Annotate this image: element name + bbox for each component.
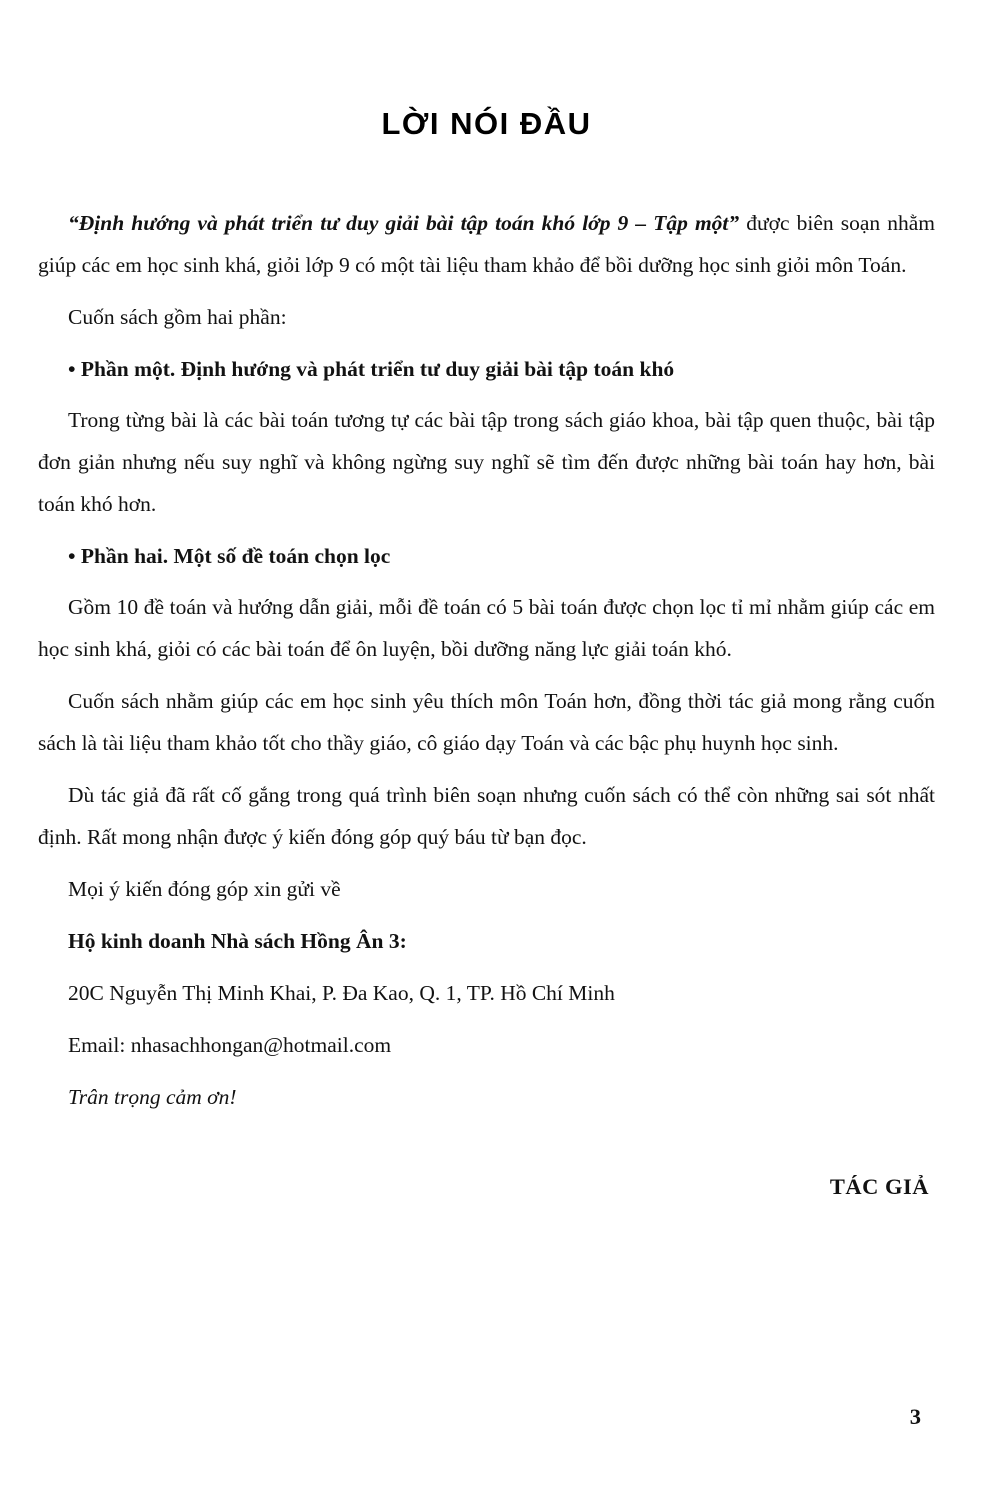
feedback-line: Mọi ý kiến đóng góp xin gửi về: [68, 877, 341, 901]
publisher-name: Hộ kinh doanh Nhà sách Hồng Ân 3:: [68, 929, 407, 953]
part-one-description: Trong từng bài là các bài toán tương tự các bài tập trong sách giáo khoa, bài tập quen thuộc, bài tập đơn giản nhưng nếu suy nghĩ và không ngừng suy nghĩ sẽ tìm đến được những bài toán hay hơn, bài toán khó hơn.: [38, 408, 935, 516]
part-two-description: Gồm 10 đề toán và hướng dẫn giải, mỗi đề toán có 5 bài toán được chọn lọc tỉ mỉ nhằm giúp các em học sinh khá, giỏi có các bài toán để ôn luyện, bồi dưỡng năng lực giải toán khó.: [38, 595, 935, 661]
page-title: LỜI NÓI ĐẦU: [381, 106, 592, 141]
publisher-email: Email: nhasachhongan@hotmail.com: [68, 1033, 392, 1057]
author-signature: TÁC GIẢ: [829, 1174, 929, 1199]
intro-paragraph-text: được biên soạn nhằm giúp các em học sinh khá, giỏi lớp 9 có một tài liệu tham khảo để bồi dưỡng học sinh giỏi môn Toán.: [38, 211, 935, 277]
book-title-phrase: “Định hướng và phát triển tư duy giải bài tập toán khó lớp 9 – Tập một”: [68, 211, 740, 235]
intro-paragraph: [38, 202, 935, 286]
publisher-address: 20C Nguyễn Thị Minh Khai, P. Đa Kao, Q. 1, TP. Hồ Chí Minh: [68, 981, 615, 1005]
purpose-paragraph: Cuốn sách nhằm giúp các em học sinh yêu thích môn Toán hơn, đồng thời tác giả mong rằng cuốn sách là tài liệu tham khảo tốt cho thầy giáo, cô giáo dạy Toán và các bậc phụ huynh học sinh.: [38, 689, 935, 755]
page-number: 3: [909, 1404, 921, 1429]
two-parts-line: Cuốn sách gồm hai phần:: [68, 305, 287, 329]
apology-paragraph: Dù tác giả đã rất cố gắng trong quá trình biên soạn nhưng cuốn sách có thể còn những sai sót nhất định. Rất mong nhận được ý kiến đóng góp quý báu từ bạn đọc.: [38, 783, 935, 849]
part-one-heading: • Phần một. Định hướng và phát triển tư duy giải bài tập toán khó: [68, 357, 675, 381]
thanks-line: Trân trọng cảm ơn!: [68, 1085, 237, 1109]
part-two-heading: • Phần hai. Một số đề toán chọn lọc: [68, 544, 391, 568]
